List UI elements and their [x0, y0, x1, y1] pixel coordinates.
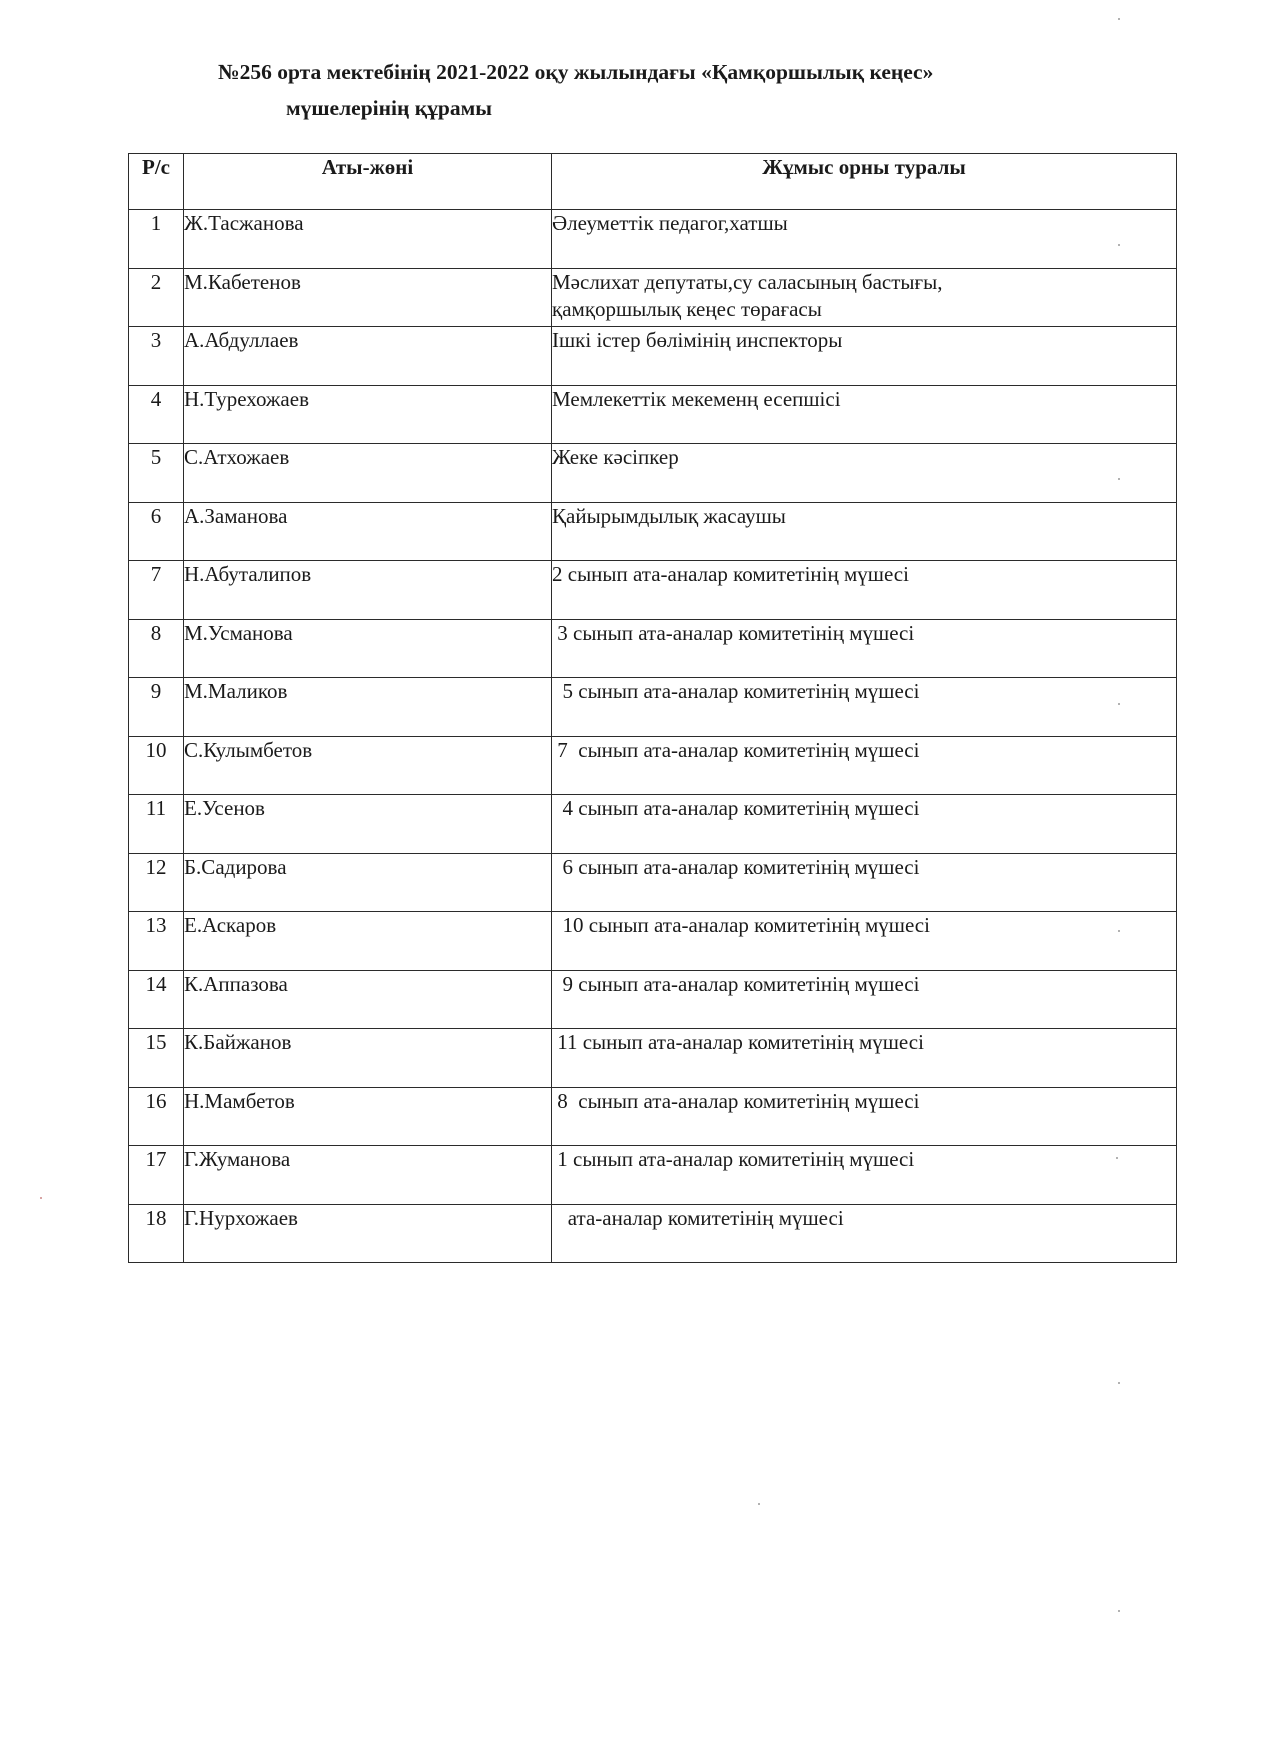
- member-name: Н.Абуталипов: [184, 561, 552, 620]
- member-name: К.Байжанов: [184, 1029, 552, 1088]
- member-name: Ж.Тасжанова: [184, 210, 552, 269]
- row-number: 10: [129, 736, 184, 795]
- row-number: 5: [129, 444, 184, 503]
- member-name: Н.Мамбетов: [184, 1087, 552, 1146]
- header-workplace: Жұмыс орны туралы: [552, 154, 1177, 210]
- member-name: М.Маликов: [184, 678, 552, 737]
- member-workplace: 8 сынып ата-аналар комитетінің мүшесі: [552, 1087, 1177, 1146]
- table-row: [129, 210, 1177, 269]
- member-name: Н.Турехожаев: [184, 385, 552, 444]
- member-workplace: Мемлекеттік мекеменң есепшісі: [552, 385, 1177, 444]
- member-name: А.Заманова: [184, 502, 552, 561]
- row-number: 13: [129, 912, 184, 971]
- member-name: Г.Жуманова: [184, 1146, 552, 1205]
- row-number: 7: [129, 561, 184, 620]
- title-line-2: мүшелерінің құрамы: [286, 96, 493, 120]
- row-number: 4: [129, 385, 184, 444]
- scan-speck: [1118, 930, 1120, 932]
- row-number: 17: [129, 1146, 184, 1205]
- table-row: [129, 1029, 1177, 1088]
- member-name: А.Абдуллаев: [184, 327, 552, 386]
- table-row: [129, 444, 1177, 503]
- member-name: Е.Аскаров: [184, 912, 552, 971]
- member-workplace: Қайырымдылық жасаушы: [552, 502, 1177, 561]
- member-name: С.Атхожаев: [184, 444, 552, 503]
- scan-speck: [1118, 1610, 1120, 1612]
- table-row: [129, 912, 1177, 971]
- row-number: 8: [129, 619, 184, 678]
- member-workplace: Мәслихат депутаты,су саласының бастығы, қамқоршылық кеңес төрағасы: [552, 268, 1177, 327]
- member-workplace: 7 сынып ата-аналар комитетінің мүшесі: [552, 736, 1177, 795]
- row-number: 16: [129, 1087, 184, 1146]
- scan-speck: [1118, 703, 1120, 705]
- member-workplace: 9 сынып ата-аналар комитетінің мүшесі: [552, 970, 1177, 1029]
- row-number: 11: [129, 795, 184, 854]
- member-workplace: 1 сынып ата-аналар комитетінің мүшесі: [552, 1146, 1177, 1205]
- member-name: М.Кабетенов: [184, 268, 552, 327]
- table-row: [129, 678, 1177, 737]
- member-workplace: 6 сынып ата-аналар комитетінің мүшесі: [552, 853, 1177, 912]
- table-row: [129, 853, 1177, 912]
- table-row: [129, 619, 1177, 678]
- member-workplace: 4 сынып ата-аналар комитетінің мүшесі: [552, 795, 1177, 854]
- row-number: 14: [129, 970, 184, 1029]
- table-row: [129, 1146, 1177, 1205]
- member-workplace: 5 сынып ата-аналар комитетінің мүшесі: [552, 678, 1177, 737]
- member-name: Е.Усенов: [184, 795, 552, 854]
- row-number: 3: [129, 327, 184, 386]
- table-row: [129, 502, 1177, 561]
- scan-speck: [1118, 1382, 1120, 1384]
- member-name: С.Кулымбетов: [184, 736, 552, 795]
- table-row: [129, 795, 1177, 854]
- table-row: [129, 1087, 1177, 1146]
- table-row: [129, 385, 1177, 444]
- row-number: 9: [129, 678, 184, 737]
- scan-speck: [40, 1197, 42, 1199]
- scan-speck: [1118, 244, 1120, 246]
- table-row: [129, 736, 1177, 795]
- row-number: 15: [129, 1029, 184, 1088]
- table-row: [129, 561, 1177, 620]
- members-table: [128, 153, 1177, 1263]
- member-workplace: 3 сынып ата-аналар комитетінің мүшесі: [552, 619, 1177, 678]
- header-row: [129, 154, 1177, 210]
- member-workplace: 11 сынып ата-аналар комитетінің мүшесі: [552, 1029, 1177, 1088]
- table-row: [129, 1204, 1177, 1263]
- table-row: [129, 327, 1177, 386]
- member-name: М.Усманова: [184, 619, 552, 678]
- scan-speck: [1118, 18, 1120, 20]
- title-line-1: №256 орта мектебінің 2021-2022 оқу жылындағы «Қамқоршылық кеңес»: [218, 60, 934, 84]
- table-header: [129, 154, 1177, 210]
- table-body: [129, 210, 1177, 1263]
- member-workplace: 2 сынып ата-аналар комитетінің мүшесі: [552, 561, 1177, 620]
- row-number: 2: [129, 268, 184, 327]
- row-number: 1: [129, 210, 184, 269]
- row-number: 18: [129, 1204, 184, 1263]
- scan-speck: [1116, 1157, 1118, 1159]
- scan-speck: [1118, 478, 1120, 480]
- table-row: [129, 268, 1177, 327]
- member-workplace: Жеке кәсіпкер: [552, 444, 1177, 503]
- row-number: 12: [129, 853, 184, 912]
- member-name: К.Аппазова: [184, 970, 552, 1029]
- member-name: Б.Садирова: [184, 853, 552, 912]
- member-workplace: ата-аналар комитетінің мүшесі: [552, 1204, 1177, 1263]
- table-row: [129, 970, 1177, 1029]
- header-number: Р/с: [129, 154, 184, 210]
- member-name: Г.Нурхожаев: [184, 1204, 552, 1263]
- header-full-name: Аты-жөні: [184, 154, 552, 210]
- member-workplace: Ішкі істер бөлімінің инспекторы: [552, 327, 1177, 386]
- member-workplace: 10 сынып ата-аналар комитетінің мүшесі: [552, 912, 1177, 971]
- row-number: 6: [129, 502, 184, 561]
- member-workplace: Әлеуметтік педагог,хатшы: [552, 210, 1177, 269]
- scan-speck: [758, 1503, 760, 1505]
